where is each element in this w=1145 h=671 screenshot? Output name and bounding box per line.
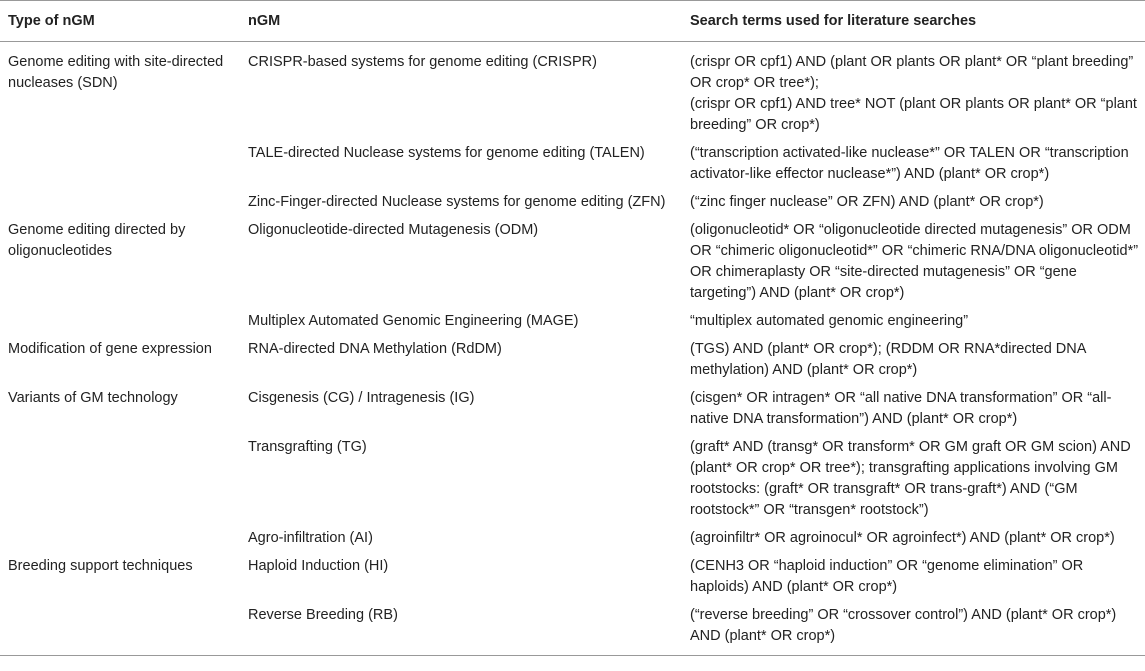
table-row xyxy=(0,525,1145,553)
cell-search-terms xyxy=(682,217,1145,308)
cell-search-terms xyxy=(682,308,1145,336)
cell-ngm: Cisgenesis (CG) / Intragenesis (IG) xyxy=(248,390,475,406)
table-row xyxy=(0,308,1145,336)
cell-type: Genome editing with site-directed nucleases (SDN) xyxy=(8,54,224,91)
search-term-line: (TGS) AND (plant* OR crop*); (RDDM OR RNA*directed DNA methylation) AND (plant* OR crop*) xyxy=(690,341,1086,378)
search-term-line: (“transcription activated-like nuclease*” OR TALEN OR “transcription activator-like effector nuclease*”) AND (plant* OR crop*) xyxy=(690,145,1129,182)
cell-ngm: Haploid Induction (HI) xyxy=(248,558,389,574)
table-row xyxy=(0,385,1145,434)
cell-type: Genome editing directed by oligonucleotides xyxy=(8,222,186,259)
cell-search-terms xyxy=(682,189,1145,217)
search-term-line: (oligonucleotid* OR “oligonucleotide directed mutagenesis” OR ODM OR “chimeric oligonucleotid*” OR “chimeric RNA/DNA oligonucleotid*” OR chimeraplasty OR “site-directed mutagenesis” OR “gene targeting”) AND (plant* OR crop*) xyxy=(690,222,1139,301)
cell-type xyxy=(0,189,240,217)
cell-ngm: Transgrafting (TG) xyxy=(248,439,367,455)
cell-ngm: RNA-directed DNA Methylation (RdDM) xyxy=(248,341,502,357)
cell-ngm: Zinc-Finger-directed Nuclease systems for genome editing (ZFN) xyxy=(248,194,666,210)
cell-search-terms xyxy=(682,336,1145,385)
cell-type xyxy=(0,308,240,336)
cell-type xyxy=(0,602,240,656)
cell-ngm: Multiplex Automated Genomic Engineering (MAGE) xyxy=(248,313,579,329)
cell-type: Variants of GM technology xyxy=(8,390,178,406)
cell-search-terms xyxy=(682,42,1145,141)
table-header xyxy=(0,1,1145,42)
table-row xyxy=(0,42,1145,141)
cell-ngm: Oligonucleotide-directed Mutagenesis (ODM) xyxy=(248,222,539,238)
table-body xyxy=(0,42,1145,656)
table-row xyxy=(0,217,1145,308)
search-term-line: (“reverse breeding” OR “crossover control”) AND (plant* OR crop*) AND (plant* OR crop*) xyxy=(690,607,1117,644)
cell-type xyxy=(0,434,240,525)
search-term-line: (“zinc finger nuclease” OR ZFN) AND (plant* OR crop*) xyxy=(690,194,1044,210)
cell-ngm: Agro-infiltration (AI) xyxy=(248,530,373,546)
cell-ngm: Reverse Breeding (RB) xyxy=(240,602,682,656)
table-row xyxy=(0,140,1145,189)
table-row xyxy=(0,602,1145,656)
search-term-line: (CENH3 OR “haploid induction” OR “genome elimination” OR haploids) AND (plant* OR crop*) xyxy=(690,558,1084,595)
search-term-line: (agroinfiltr* OR agroinocul* OR agroinfect*) AND (plant* OR crop*) xyxy=(690,530,1115,546)
cell-type: Breeding support techniques xyxy=(8,558,193,574)
search-term-line: (graft* AND (transg* OR transform* OR GM graft OR GM scion) AND (plant* OR crop* OR tree*); transgrafting applications involving GM rootstocks: (graft* OR transgraft* OR trans-graft*) AND (“GM rootstock*” OR “transgen* rootstock”) xyxy=(690,439,1131,518)
cell-search-terms xyxy=(682,140,1145,189)
cell-search-terms xyxy=(682,553,1145,602)
cell-type: Modification of gene expression xyxy=(8,341,212,357)
header-ngm: nGM xyxy=(240,1,682,42)
cell-search-terms xyxy=(682,385,1145,434)
header-row xyxy=(0,1,1145,42)
table-row xyxy=(0,336,1145,385)
search-term-line: (crispr OR cpf1) AND (plant OR plants OR plant* OR “plant breeding” OR crop* OR tree*); xyxy=(690,54,1134,91)
table-row xyxy=(0,553,1145,602)
table-row xyxy=(0,434,1145,525)
cell-search-terms xyxy=(682,434,1145,525)
cell-search-terms xyxy=(682,525,1145,553)
table-row xyxy=(0,189,1145,217)
cell-ngm: CRISPR-based systems for genome editing (CRISPR) xyxy=(248,54,597,70)
header-search-terms: Search terms used for literature searches xyxy=(682,1,1145,42)
cell-ngm: TALE-directed Nuclease systems for genome editing (TALEN) xyxy=(248,145,645,161)
cell-type xyxy=(0,140,240,189)
header-type: Type of nGM xyxy=(0,1,240,42)
search-term-line: (cisgen* OR intragen* OR “all native DNA transformation” OR “all-native DNA transformation”) AND (plant* OR crop*) xyxy=(690,390,1112,427)
search-term-line: (crispr OR cpf1) AND tree* NOT (plant OR plants OR plant* OR “plant breeding” OR crop*) xyxy=(690,96,1137,133)
search-term-line: “multiplex automated genomic engineering” xyxy=(690,313,969,329)
cell-type xyxy=(0,525,240,553)
cell-search-terms xyxy=(682,602,1145,656)
